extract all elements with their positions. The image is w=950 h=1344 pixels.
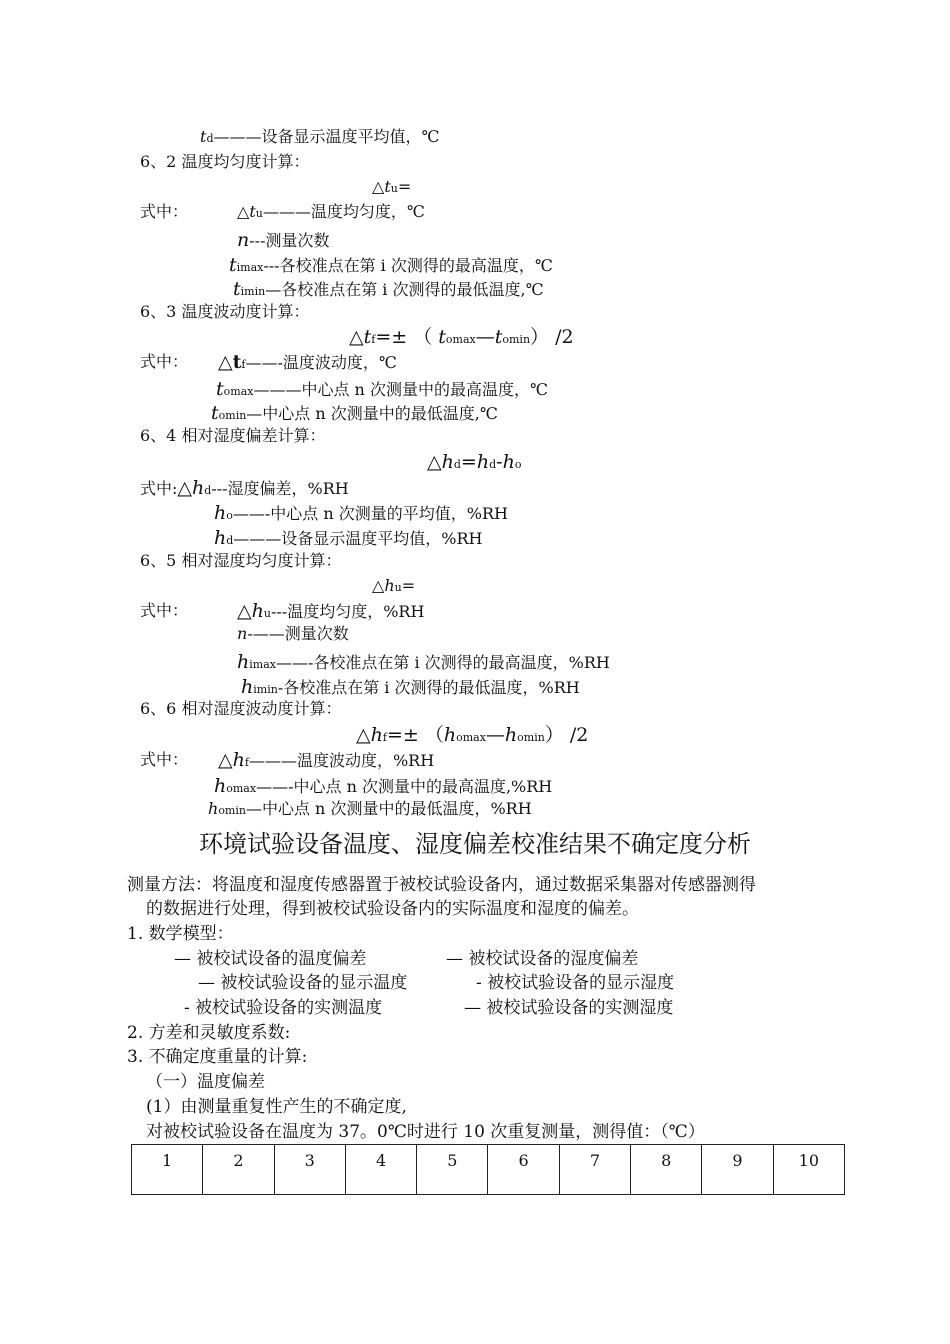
line-timin-desc: timin—各校准点在第 i 次测得的最低温度,℃ [233, 278, 544, 300]
line-td-desc: td———设备显示温度平均值，℃ [200, 127, 440, 146]
line-tomax-desc: tomax———中心点 n 次测量中的最高温度，℃ [216, 378, 548, 400]
section-title: 环境试验设备温度、湿度偏差校准结果不确定度分析 [199, 830, 751, 858]
table-header-cell: 5 [417, 1145, 488, 1195]
line-hf-desc: △hf———温度波动度，%RH [218, 749, 435, 771]
table-header-cell: 4 [345, 1145, 416, 1195]
heading-6-2: 6、2 温度均匀度计算： [140, 152, 310, 171]
table-header-cell: 7 [559, 1145, 630, 1195]
sub-item-repeatability: (1）由测量重复性产生的不确定度, [146, 1097, 407, 1117]
line-n-desc: n---测量次数 [237, 229, 330, 251]
line-homax-desc: homax——-中心点 n 次测量中的最高温度,%RH [214, 775, 553, 797]
method-paragraph-line1: 测量方法：将温度和湿度传感器置于被校试验设备内，通过数据采集器对传感器测得 [127, 875, 756, 895]
model-measured-hum: — 被校试验设备的实测湿度 [464, 998, 674, 1018]
label-shizhong: 式中： [140, 601, 189, 620]
line-homin-desc: homin—中心点 n 次测量中的最低温度，%RH [208, 799, 532, 818]
line-hd-desc: 式中:△hd---湿度偏差，%RH [140, 477, 349, 499]
model-temp-deviation: — 被校试设备的温度偏差 [174, 949, 367, 969]
line-tomin-desc: tomin—中心点 n 次测量中的最低温度,℃ [211, 402, 498, 424]
line-tu-desc: △tu———温度均匀度，℃ [237, 202, 425, 221]
line-himax-desc: himax——-各校准点在第 i 次测得的最高温度，%RH [237, 651, 610, 673]
formula-delta-hf: △hf=± （homax—homin） /2 [356, 724, 589, 746]
heading-6-6: 6、6 相对湿度波动度计算： [140, 699, 342, 718]
measurement-table [131, 1144, 845, 1195]
line-hd-avg-desc: hd———设备显示温度平均值，%RH [214, 527, 483, 549]
label-shizhong: 式中： [140, 352, 189, 371]
table-header-cell: 10 [773, 1145, 844, 1195]
item-1-heading: 1. 数学模型： [127, 924, 234, 944]
table-header-cell: 9 [702, 1145, 773, 1195]
model-display-hum: - 被校试验设备的显示湿度 [476, 973, 675, 993]
line-himin-desc: himin-各校准点在第 i 次测得的最低温度，%RH [241, 676, 580, 698]
label-shizhong: 式中： [140, 202, 189, 221]
line-n2-desc: n-——测量次数 [237, 624, 349, 643]
line-timax-desc: timax---各校准点在第 i 次测得的最高温度，℃ [229, 254, 553, 276]
table-row [132, 1145, 845, 1195]
formula-delta-hu: △hu= [372, 576, 416, 595]
line-hu-desc: △hu---温度均匀度，%RH [237, 600, 425, 622]
formula-delta-hd: △hd=hd-ho [427, 451, 522, 473]
heading-6-3: 6、3 温度波动度计算： [140, 302, 310, 321]
formula-delta-tf: △tf=± （ tomax—tomin） /2 [349, 326, 574, 348]
heading-6-4: 6、4 相对湿度偏差计算： [140, 426, 326, 445]
table-header-cell: 8 [631, 1145, 702, 1195]
item-2-heading: 2. 方差和灵敏度系数: [127, 1023, 291, 1043]
formula-delta-tu: △tu= [372, 177, 412, 196]
method-paragraph-line2: 的数据进行处理，得到被校试验设备内的实际温度和湿度的偏差。 [146, 899, 639, 919]
heading-6-5: 6、5 相对湿度均匀度计算： [140, 551, 342, 570]
line-ho-desc: ho——-中心点 n 次测量的平均值，%RH [214, 502, 508, 524]
model-hum-deviation: — 被校试设备的湿度偏差 [446, 949, 639, 969]
sub-heading-temp-deviation: （一）温度偏差 [146, 1072, 265, 1092]
table-header-cell: 1 [132, 1145, 203, 1195]
model-measured-temp: - 被校试验设备的实测温度 [184, 998, 383, 1018]
table-header-cell: 2 [203, 1145, 274, 1195]
line-tf-desc: △tf——-温度波动度，℃ [218, 351, 397, 373]
measurement-description: 对被校试验设备在温度为 37。0℃时进行 10 次重复测量，测得值：（℃） [146, 1122, 705, 1142]
item-3-heading: 3. 不确定度重量的计算: [127, 1047, 308, 1067]
label-shizhong: 式中： [140, 750, 189, 769]
table-header-cell: 6 [488, 1145, 559, 1195]
table-header-cell: 3 [274, 1145, 345, 1195]
model-display-temp: — 被校试验设备的显示温度 [198, 973, 408, 993]
